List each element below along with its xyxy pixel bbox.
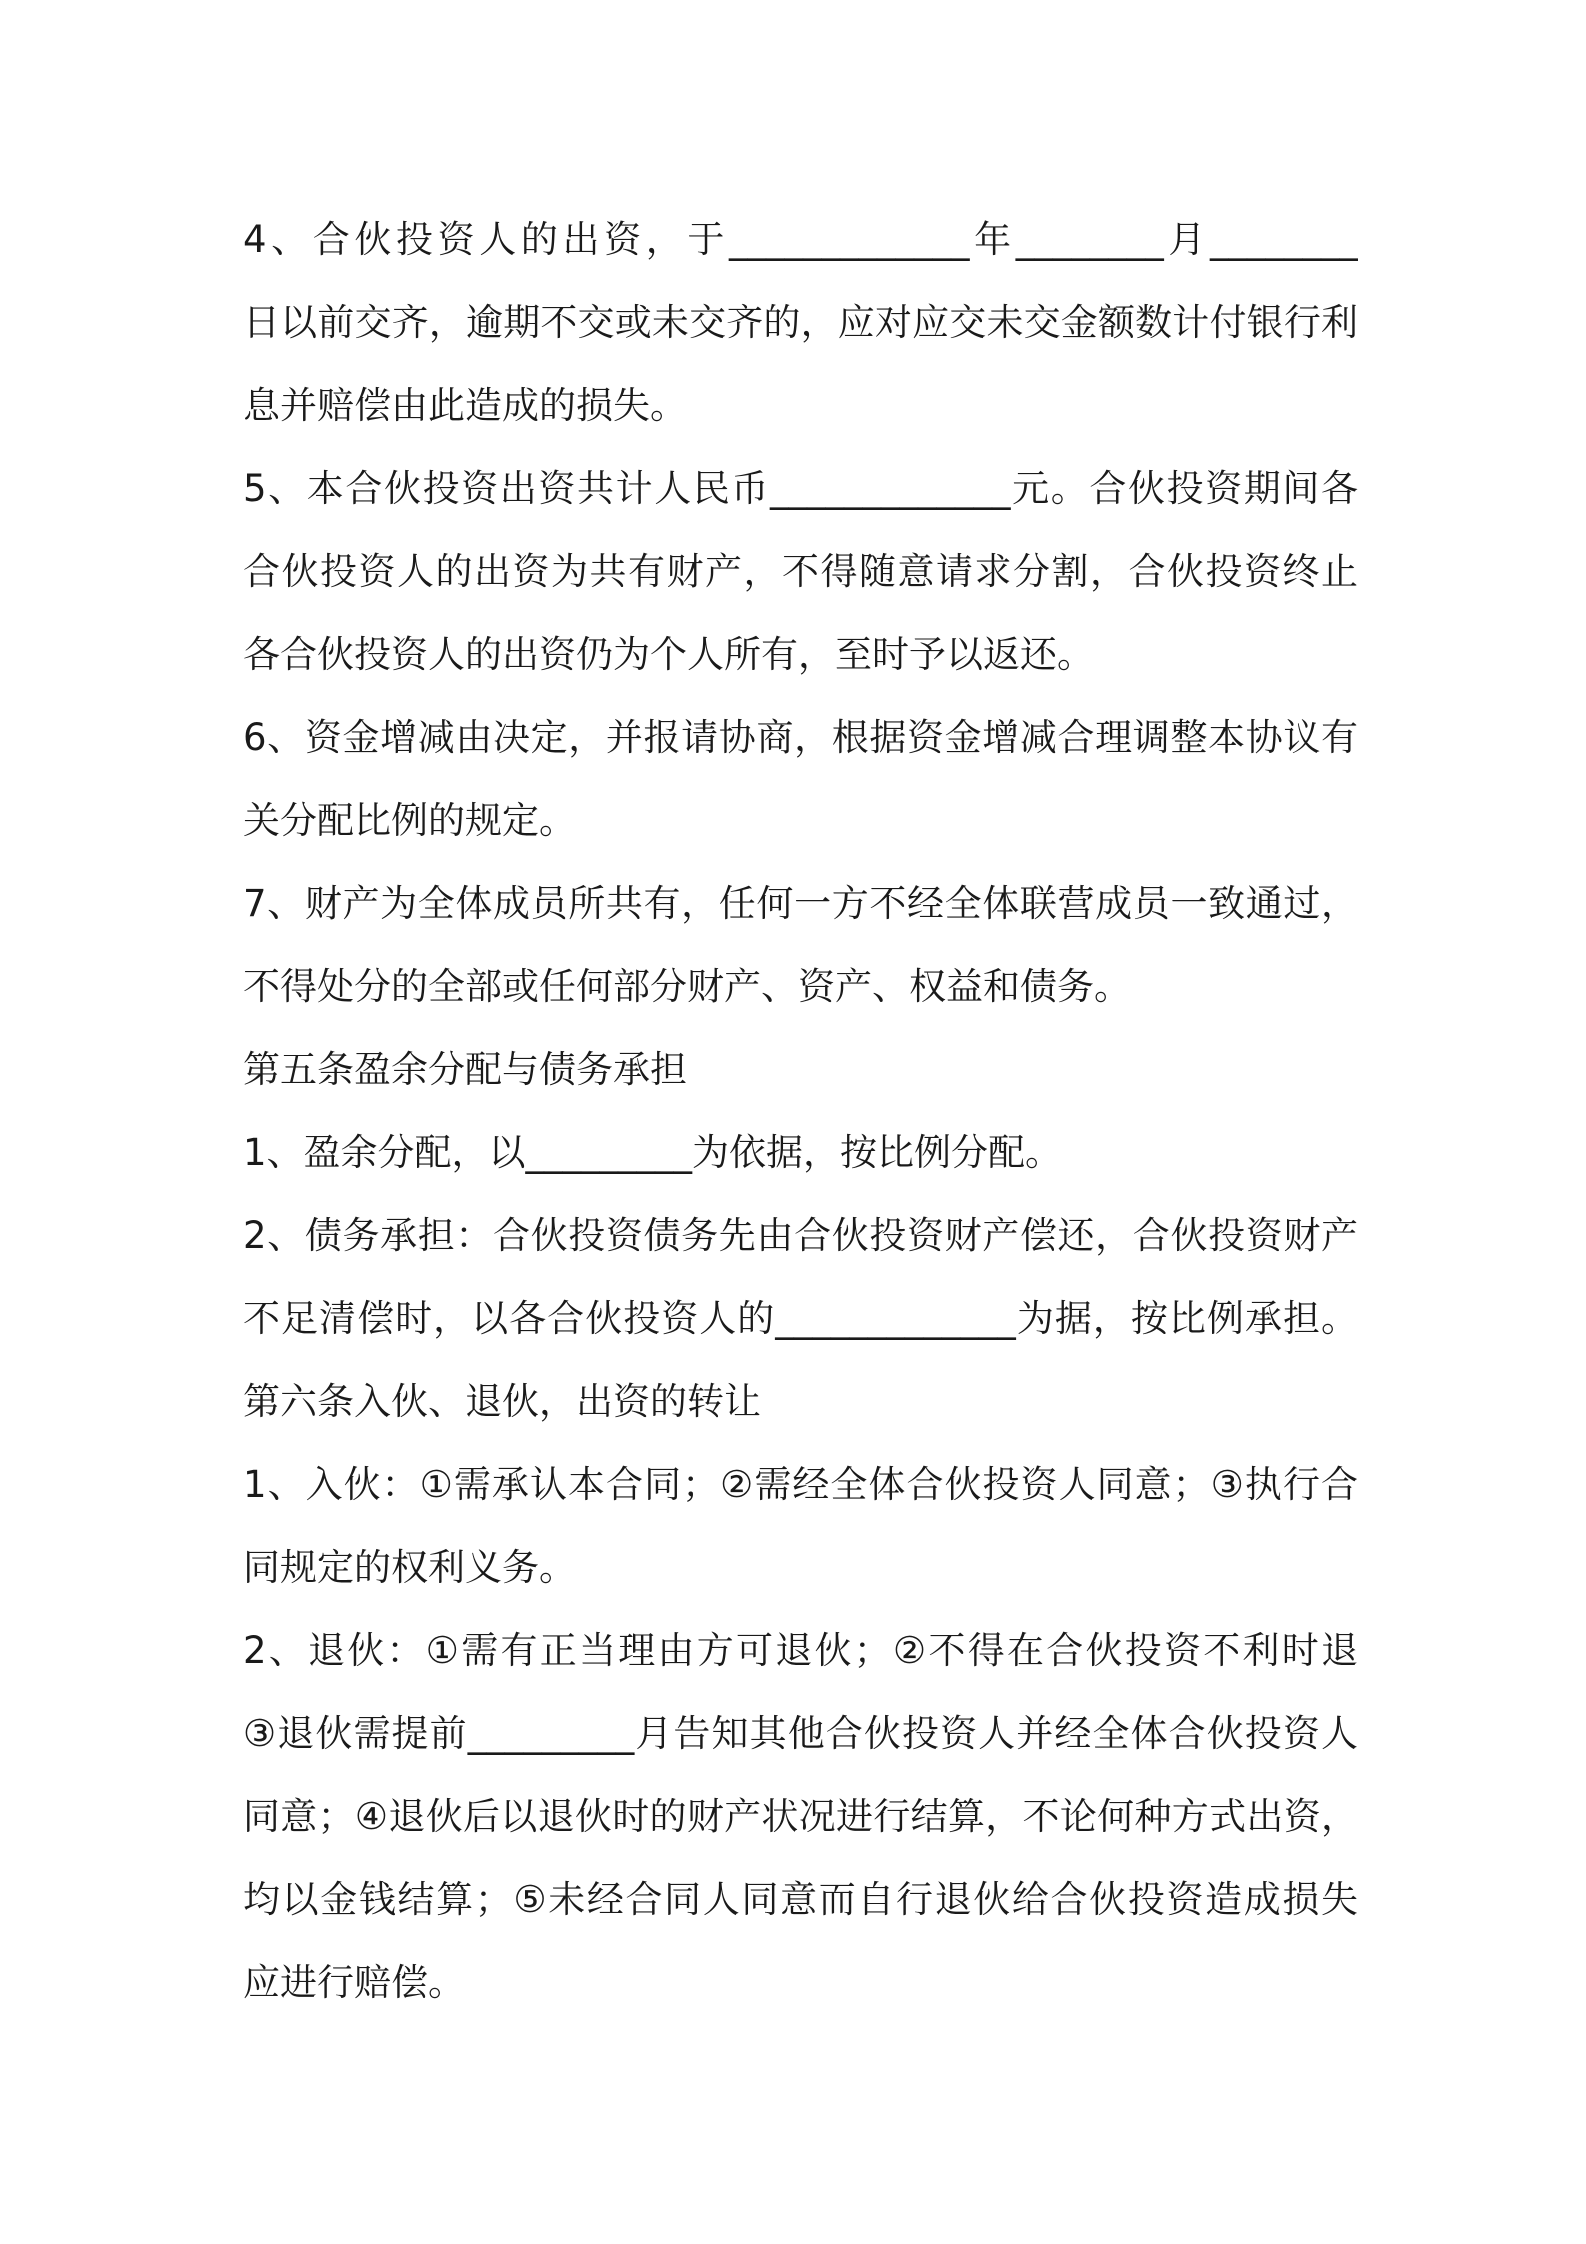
withdrawal-line-4: 均以金钱结算；⑤未经合同人同意而自行退伙给合伙投资造成损失 bbox=[243, 1878, 1358, 1921]
debt-bearing-line-1: 2、债务承担：合伙投资债务先由合伙投资财产偿还，合伙投资财产 bbox=[243, 1214, 1358, 1257]
clause-7-line-2: 不得处分的全部或任何部分财产、资产、权益和债务。 bbox=[243, 965, 1131, 1008]
section-5-heading: 第五条盈余分配与债务承担 bbox=[243, 1048, 687, 1091]
debt-bearing-line-2: 不足清偿时，以各合伙投资人的_____________为据，按比例承担。 bbox=[243, 1297, 1358, 1340]
withdrawal-line-5: 应进行赔偿。 bbox=[243, 1961, 465, 2004]
clause-6-line-2: 关分配比例的规定。 bbox=[243, 799, 576, 842]
clause-5-line-2: 合伙投资人的出资为共有财产，不得随意请求分割，合伙投资终止 bbox=[243, 550, 1358, 593]
withdrawal-line-2: ③退伙需提前_________月告知其他合伙投资人并经全体合伙投资人 bbox=[243, 1712, 1358, 1755]
clause-5-line-1: 5、本合伙投资出资共计人民币_____________元。合伙投资期间各 bbox=[243, 467, 1358, 510]
clause-4-line-2: 日以前交齐，逾期不交或未交齐的，应对应交未交金额数计付银行利 bbox=[243, 301, 1358, 344]
clause-4-line-3: 息并赔偿由此造成的损失。 bbox=[243, 384, 687, 427]
document-body bbox=[243, 198, 1358, 2024]
withdrawal-line-1: 2、退伙：①需有正当理由方可退伙；②不得在合伙投资不利时退 bbox=[243, 1629, 1358, 1672]
section-6-heading: 第六条入伙、退伙，出资的转让 bbox=[243, 1380, 761, 1423]
joining-line-2: 同规定的权利义务。 bbox=[243, 1546, 576, 1589]
clause-7-line-1: 7、财产为全体成员所共有，任何一方不经全体联营成员一致通过， bbox=[243, 882, 1358, 925]
joining-line-1: 1、入伙：①需承认本合同；②需经全体合伙投资人同意；③执行合 bbox=[243, 1463, 1358, 1506]
clause-5-line-3: 各合伙投资人的出资仍为个人所有，至时予以返还。 bbox=[243, 633, 1094, 676]
withdrawal-line-3: 同意；④退伙后以退伙时的财产状况进行结算，不论何种方式出资， bbox=[243, 1795, 1358, 1838]
profit-distribution-item: 1、盈余分配，以_________为依据，按比例分配。 bbox=[243, 1131, 1063, 1174]
clause-4-line-1: 4、合伙投资人的出资，于_____________年________月________ bbox=[243, 218, 1358, 261]
clause-6-line-1: 6、资金增减由决定，并报请协商，根据资金增减合理调整本协议有 bbox=[243, 716, 1358, 759]
